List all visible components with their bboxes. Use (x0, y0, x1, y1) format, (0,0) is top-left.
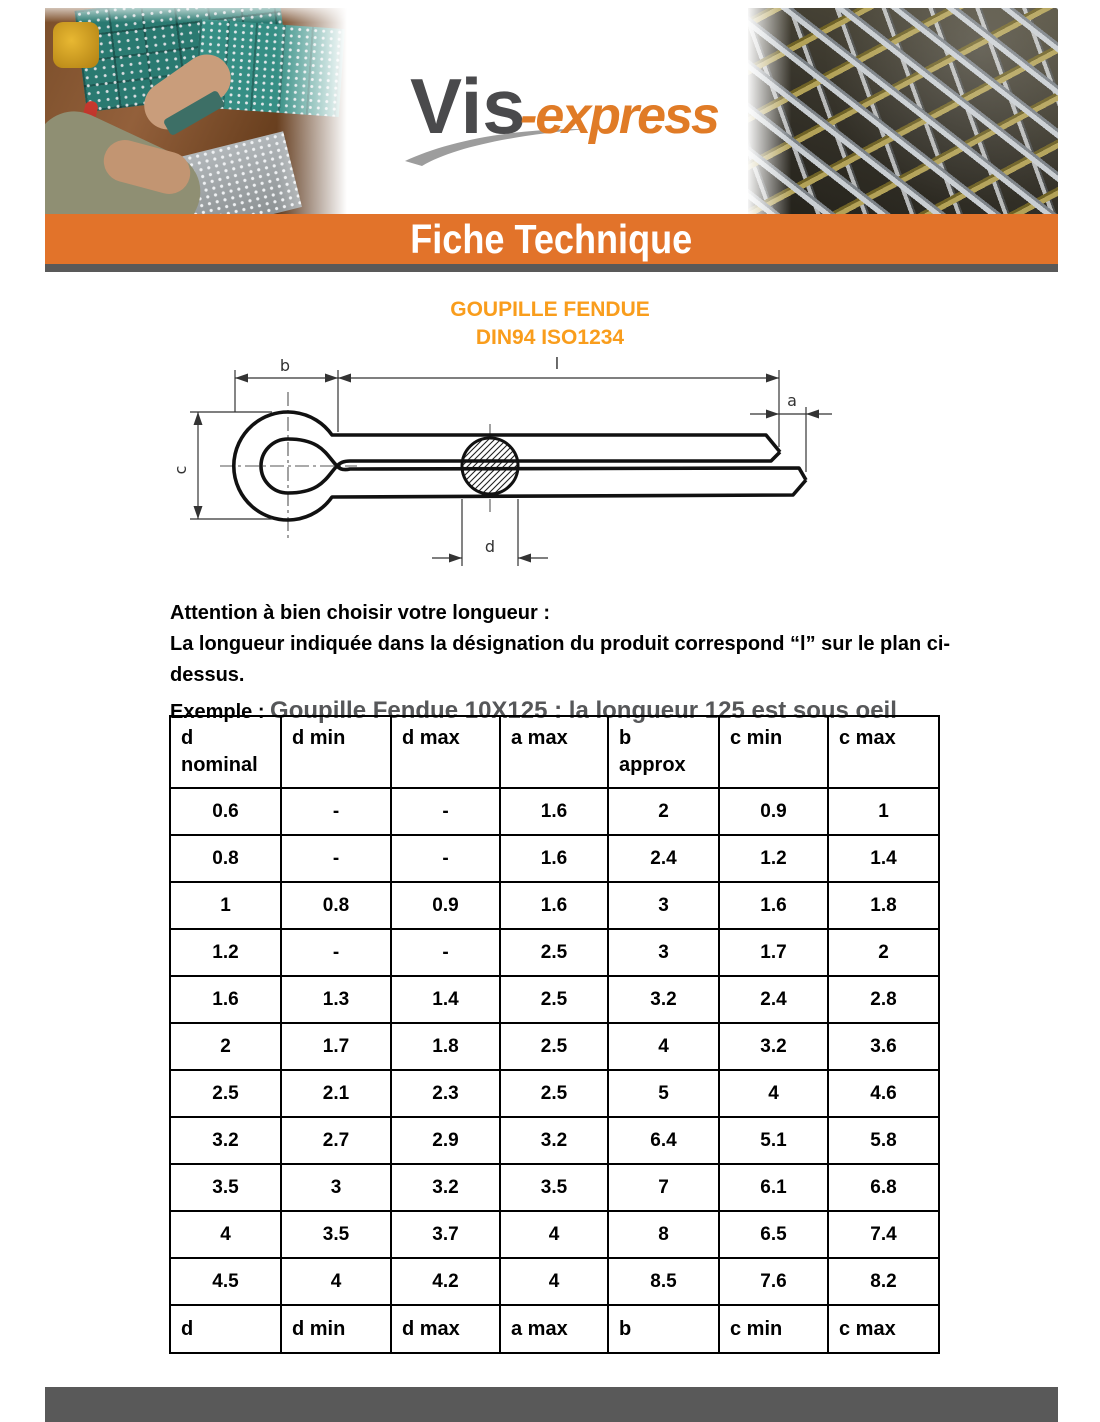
table-cell: 2.5 (500, 976, 608, 1023)
workbench-photo (45, 8, 350, 214)
note-length: La longueur indiquée dans la désignation du produit correspond “l” sur le plan ci-dessus. (170, 633, 951, 686)
table-cell: - (281, 835, 391, 882)
technical-drawing (150, 352, 860, 602)
table-row (170, 788, 939, 835)
photo-fade (45, 8, 350, 214)
table-cell: 8 (608, 1211, 719, 1258)
table-cell: 1.6 (170, 976, 281, 1023)
table-cell: 1.4 (828, 835, 939, 882)
table-cell: 5.1 (719, 1117, 828, 1164)
header-cell: c max (828, 716, 939, 788)
table-cell: - (281, 788, 391, 835)
table-cell: 1.6 (500, 788, 608, 835)
product-title: GOUPILLE FENDUE (450, 298, 650, 321)
table-cell: - (391, 788, 500, 835)
table-cell: 1.8 (828, 882, 939, 929)
table-row (170, 976, 939, 1023)
table-cell: 0.9 (719, 788, 828, 835)
table-cell: 1.3 (281, 976, 391, 1023)
example-label: Exemple : (170, 701, 265, 723)
table-cell: 1.6 (500, 835, 608, 882)
notes-block (170, 598, 1005, 729)
table-cell: 6.4 (608, 1117, 719, 1164)
header-cell: d max (391, 716, 500, 788)
table-cell: 6.1 (719, 1164, 828, 1211)
footer-cell: d (170, 1305, 281, 1353)
doc-title (0, 296, 1100, 352)
table-cell: 4 (719, 1070, 828, 1117)
note-attention: Attention à bien choisir votre longueur : (170, 602, 551, 624)
banner-underline (45, 264, 1058, 272)
table-cell: 4.5 (170, 1258, 281, 1305)
table-row (170, 1164, 939, 1211)
table-cell: 3 (281, 1164, 391, 1211)
table-cell: 2.5 (500, 1070, 608, 1117)
table-cell: 3.2 (500, 1117, 608, 1164)
table-cell: 3.2 (170, 1117, 281, 1164)
table-cell: 3 (608, 882, 719, 929)
dim-label-l: l (554, 354, 560, 373)
table-cell: 3 (608, 929, 719, 976)
table-cell: 1.4 (391, 976, 500, 1023)
table-cell: 2.9 (391, 1117, 500, 1164)
table-cell: 3.2 (719, 1023, 828, 1070)
footer-cell: d max (391, 1305, 500, 1353)
table-cell: 3.6 (828, 1023, 939, 1070)
table-cell: - (391, 835, 500, 882)
table-cell: 1.2 (170, 929, 281, 976)
table-cell: 7.4 (828, 1211, 939, 1258)
table-cell: 1.7 (281, 1023, 391, 1070)
table-cell: 1.7 (719, 929, 828, 976)
dim-label-a: a (787, 391, 797, 410)
product-standard: DIN94 ISO1234 (475, 326, 625, 349)
table-cell: 3.5 (170, 1164, 281, 1211)
header-cell: c min (719, 716, 828, 788)
table-cell: 6.5 (719, 1211, 828, 1258)
table-cell: 4 (170, 1211, 281, 1258)
table-cell: 0.8 (281, 882, 391, 929)
footer-cell: c max (828, 1305, 939, 1353)
footer-cell: d min (281, 1305, 391, 1353)
table-cell: 4 (608, 1023, 719, 1070)
table-cell: 5 (608, 1070, 719, 1117)
table-cell: 3.2 (391, 1164, 500, 1211)
table-cell: 0.9 (391, 882, 500, 929)
table-cell: 0.6 (170, 788, 281, 835)
table-cell: 8.5 (608, 1258, 719, 1305)
table-cell: 8.2 (828, 1258, 939, 1305)
table-row (170, 1211, 939, 1258)
table-cell: 2 (608, 788, 719, 835)
cross-section-circle (462, 438, 518, 494)
header-cell: b approx (608, 716, 719, 788)
table-row (170, 1117, 939, 1164)
table-cell: 1 (828, 788, 939, 835)
table-cell: 2.4 (608, 835, 719, 882)
dim-label-b: b (279, 356, 291, 375)
footer-cell: a max (500, 1305, 608, 1353)
table-cell: 7 (608, 1164, 719, 1211)
table-cell: 1.6 (500, 882, 608, 929)
table-cell: 2 (170, 1023, 281, 1070)
example-text: Goupille Fendue 10X125 : la longueur 125 est sous oeil (270, 697, 897, 724)
table-cell: - (281, 929, 391, 976)
table-cell: 0.8 (170, 835, 281, 882)
table-cell: 4 (500, 1258, 608, 1305)
vis-express-logo (400, 45, 720, 180)
logo-text-express: -express (520, 87, 718, 145)
table-row (170, 835, 939, 882)
footer-cell: b (608, 1305, 719, 1353)
table-cell: 4 (500, 1211, 608, 1258)
table-cell: 7.6 (719, 1258, 828, 1305)
header-cell: d min (281, 716, 391, 788)
cotter-pin-outline (234, 412, 806, 520)
table-cell: 5.8 (828, 1117, 939, 1164)
table-cell: 1.2 (719, 835, 828, 882)
header-cell: a max (500, 716, 608, 788)
table-row (170, 1023, 939, 1070)
table-cell: 2.5 (500, 929, 608, 976)
table-cell: 3.2 (608, 976, 719, 1023)
table-cell: 2.7 (281, 1117, 391, 1164)
table-row (170, 929, 939, 976)
table-cell: 1.6 (719, 882, 828, 929)
table-cell: 2.3 (391, 1070, 500, 1117)
table-header-row (170, 716, 939, 788)
table-cell: 4 (281, 1258, 391, 1305)
dim-label-d: d (484, 537, 496, 556)
footer-cell: c min (719, 1305, 828, 1353)
footer-bar (45, 1387, 1058, 1422)
photo-fade (748, 8, 1058, 214)
dim-label-c: c (171, 465, 190, 475)
banner (45, 214, 1058, 264)
table-cell: 2.8 (828, 976, 939, 1023)
table-cell: 4.2 (391, 1258, 500, 1305)
dimensions-table (169, 715, 940, 1354)
table-cell: 1.8 (391, 1023, 500, 1070)
table-cell: 3.5 (281, 1211, 391, 1258)
logo-text-vis: Vis (410, 62, 526, 150)
table-cell: 2.5 (170, 1070, 281, 1117)
table-footer-row (170, 1305, 939, 1353)
table-cell: 1 (170, 882, 281, 929)
table-cell: 2 (828, 929, 939, 976)
table-cell: 2.1 (281, 1070, 391, 1117)
table-cell: 4.6 (828, 1070, 939, 1117)
screws-photo (748, 8, 1058, 214)
table-cell: 2.4 (719, 976, 828, 1023)
table-cell: 2.5 (500, 1023, 608, 1070)
header-cell: d nominal (170, 716, 281, 788)
table-cell: 3.7 (391, 1211, 500, 1258)
banner-title: Fiche Technique (410, 215, 693, 262)
table-row (170, 1070, 939, 1117)
table-row (170, 1258, 939, 1305)
table-row (170, 882, 939, 929)
table-cell: - (391, 929, 500, 976)
table-cell: 6.8 (828, 1164, 939, 1211)
table-cell: 3.5 (500, 1164, 608, 1211)
